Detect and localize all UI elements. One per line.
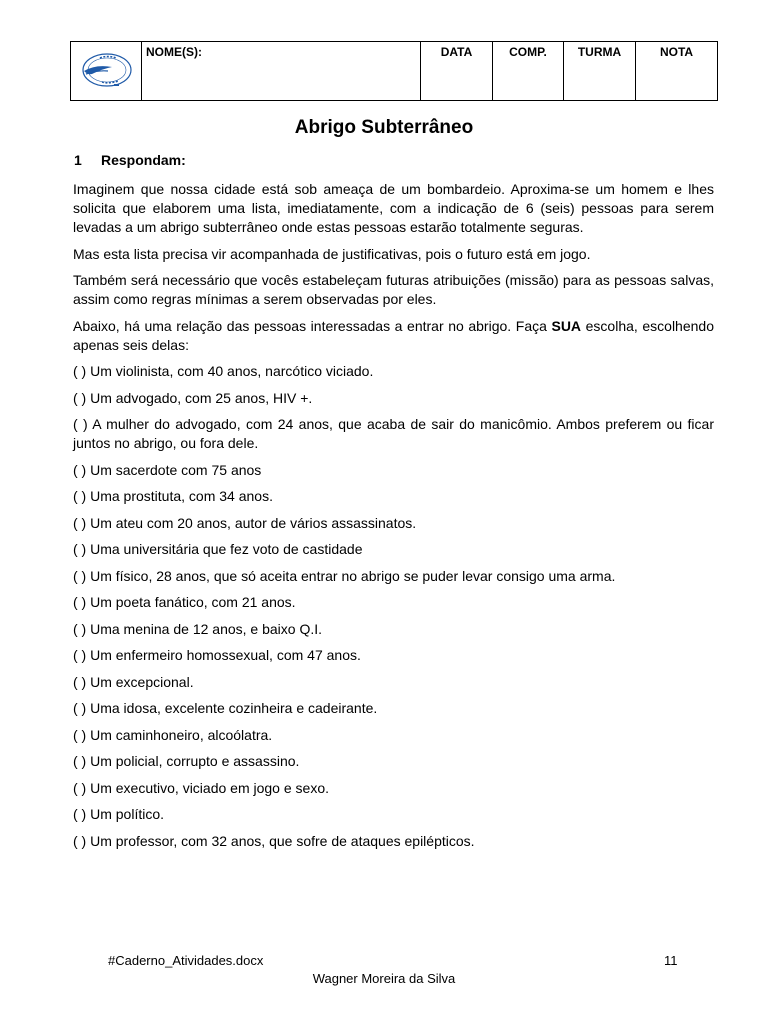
- candidate-option: ( ) Uma prostituta, com 34 anos.: [73, 488, 273, 504]
- candidate-option: ( ) Um professor, com 32 anos, que sofre de ataques epilépticos.: [73, 832, 475, 849]
- candidate-option: ( ) Um excepcional.: [73, 673, 194, 690]
- candidate-option: ( ) Um caminhoneiro, alcoólatra.: [73, 726, 273, 743]
- candidate-option: ( ) Um advogado, com 25 anos, HIV +.: [73, 389, 313, 406]
- footer-page-number: 11: [664, 953, 678, 968]
- document-title: Abrigo Subterrâneo: [294, 117, 474, 138]
- assignments-paragraph: Também será necessário que vocês estabeleçam futuras atribuições (missão) para as pessoas salvas, assim como regras mínimas a serem observadas por eles.: [73, 272, 714, 307]
- instructions-emphasis: SUA: [551, 317, 582, 334]
- instructions-text-start: Abaixo, há uma relação das pessoas interessadas a entrar no abrigo. Faça: [73, 317, 552, 334]
- candidate-option: ( ) Um poeta fanático, com 21 anos.: [73, 594, 296, 610]
- school-logo-cell: [71, 42, 142, 101]
- candidate-option: ( ) Uma menina de 12 anos, e baixo Q.I.: [73, 620, 323, 637]
- candidate-option: ( ) Um político.: [73, 806, 165, 822]
- candidate-option: ( ) Um físico, 28 anos, que só aceita entrar no abrigo se puder levar consigo uma arma.: [73, 567, 616, 584]
- candidate-option: ( ) Um ateu com 20 anos, autor de vários assassinatos.: [73, 514, 417, 531]
- section-heading: [74, 152, 186, 168]
- document-body: [73, 180, 714, 858]
- candidate-list: [73, 362, 714, 851]
- section-number: 1: [74, 152, 82, 168]
- candidate-option: ( ) Um executivo, viciado em jogo e sexo.: [73, 779, 329, 796]
- justification-paragraph: Mas esta lista precisa vir acompanhada de justificativas, pois o futuro está em jogo.: [73, 245, 591, 262]
- candidate-option: ( ) Uma universitária que fez voto de castidade: [73, 541, 363, 557]
- candidate-option: ( ) Um sacerdote com 75 anos: [73, 461, 262, 478]
- name-field-cell: NOME(S):: [142, 42, 421, 101]
- candidate-option: ( ) A mulher do advogado, com 24 anos, que acaba de sair do manicômio. Ambos preferem ou ficar juntos no abrigo, ou fora dele.: [73, 416, 714, 451]
- comp-field-cell: COMP.: [493, 42, 564, 101]
- instructions-paragraph: [73, 317, 714, 355]
- candidate-option: ( ) Uma idosa, excelente cozinheira e cadeirante.: [73, 700, 378, 716]
- header-table: [70, 41, 718, 101]
- candidate-option: ( ) Um enfermeiro homossexual, com 47 anos.: [73, 647, 361, 663]
- class-field-cell: TURMA: [564, 42, 636, 101]
- instructions-text-end: escolha, escolhendo apenas seis delas:: [73, 317, 714, 353]
- footer-author: Wagner Moreira da Silva: [312, 971, 456, 986]
- candidate-option: ( ) Um policial, corrupto e assassino.: [73, 753, 300, 769]
- footer-filename: #Caderno_Atividades.docx: [108, 953, 264, 968]
- candidate-option: ( ) Um violinista, com 40 anos, narcótico viciado.: [73, 363, 374, 379]
- section-heading-text: Respondam:: [101, 152, 186, 168]
- school-logo-icon: [78, 50, 134, 90]
- grade-field-cell: NOTA: [636, 42, 718, 101]
- date-field-cell: DATA: [421, 42, 493, 101]
- intro-paragraph: Imaginem que nossa cidade está sob ameaça de um bombardeio. Aproxima-se um homem e lhes solicita que elaborem uma lista, imediatamente, com a indicação de 6 (seis) pessoas para serem levadas a um abrigo subterrâneo onde estas pessoas estarão totalmente seguras.: [73, 181, 714, 235]
